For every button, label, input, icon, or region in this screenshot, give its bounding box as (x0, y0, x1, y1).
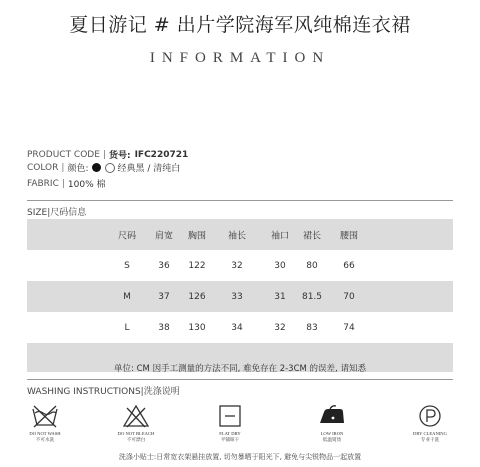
product-code-label-cn: 货号: (108, 151, 131, 161)
care-caption (106, 431, 166, 442)
page-title: 夏日游记 # 出片学院海军风纯棉连衣裙 (69, 14, 411, 36)
color-options: 经典黑 / 清纯白 (117, 164, 181, 174)
size-section-header (27, 200, 453, 218)
table-row (27, 281, 453, 312)
table-row (27, 312, 453, 343)
table-cell: L (124, 322, 130, 333)
low-iron-icon (316, 403, 348, 429)
table-cell: S (124, 260, 130, 271)
table-cell: 36 (158, 260, 170, 271)
table-cell: 37 (158, 291, 170, 302)
table-cell: 32 (274, 322, 286, 333)
header-cell: 尺码 (117, 231, 137, 241)
divider: | (47, 208, 51, 218)
header-cell: 胸围 (187, 231, 207, 241)
care-caption-en: FLAT DRY (219, 431, 241, 436)
table-row (27, 250, 453, 281)
care-caption-cn: 不可水洗 (35, 436, 55, 442)
color-line (27, 161, 180, 174)
white-swatch-icon (105, 163, 115, 173)
care-caption (400, 431, 460, 442)
table-cell: 130 (188, 322, 206, 333)
header-cell: 裙长 (302, 231, 322, 241)
table-cell: 33 (231, 291, 243, 302)
black-swatch-icon (92, 163, 101, 172)
table-cell: 126 (188, 291, 206, 302)
washing-title-cn: 洗涤说明 (143, 387, 180, 397)
care-caption-en: LOW IRON (320, 431, 344, 436)
color-label-cn: 颜色: (67, 164, 89, 174)
care-caption (302, 431, 362, 442)
fabric-line (27, 177, 106, 190)
page-subtitle: INFORMATION (149, 50, 331, 66)
care-caption-cn: 平铺晾干 (220, 436, 240, 442)
header-cell: 腰围 (339, 231, 359, 241)
table-cell: 66 (343, 260, 355, 271)
care-caption-en: DRY CLEANING (413, 431, 447, 436)
care-caption (15, 431, 75, 442)
care-caption-cn: 不可漂白 (126, 436, 146, 442)
product-code-line (27, 148, 188, 161)
dry-cleaning-icon (415, 403, 445, 429)
care-item-do-not-bleach (106, 403, 166, 442)
color-label: COLOR (27, 162, 59, 173)
washing-section-header (27, 379, 453, 397)
table-cell: 38 (158, 322, 170, 333)
table-cell: 32 (231, 260, 243, 271)
do-not-bleach-icon (121, 403, 151, 429)
product-code-value: IFC220721 (134, 149, 189, 160)
care-item-low-iron (302, 403, 362, 442)
table-cell: M (123, 291, 131, 302)
table-cell: 30 (274, 260, 286, 271)
header-cell: 肩宽 (154, 231, 174, 241)
care-item-flat-dry (200, 403, 260, 442)
care-item-do-not-wash (15, 403, 75, 442)
washing-tip: 洗涤小贴士:日常宽衣架悬挂放置, 切勿暴晒于阳光下, 避免与尖锐物品一起放置 (118, 453, 362, 461)
size-section-title-cn: 尺码信息 (50, 208, 87, 218)
washing-title: WASHING INSTRUCTIONS (27, 387, 141, 397)
care-caption-en: DO NOT WASH (29, 431, 61, 436)
size-note: 单位: CM 因手工测量的方法不同, 难免存在 2-3CM 的误差, 请知悉 (114, 364, 366, 374)
care-caption-cn: 专业干洗 (420, 436, 440, 442)
table-cell: 74 (343, 322, 355, 333)
care-caption (200, 431, 260, 442)
table-cell: 80 (306, 260, 318, 271)
care-caption-cn: 低温熨烫 (322, 436, 342, 442)
size-section-title: SIZE (27, 208, 48, 218)
divider: | (102, 149, 106, 160)
divider: | (61, 178, 65, 189)
do-not-wash-icon (30, 403, 60, 429)
fabric-value: 100% 棉 (67, 180, 106, 190)
size-table (27, 219, 453, 372)
table-cell: 31 (274, 291, 286, 302)
divider: | (61, 162, 65, 173)
table-cell: 34 (231, 322, 243, 333)
care-caption-en: DO NOT BLEACH (117, 431, 155, 436)
table-cell: 122 (188, 260, 206, 271)
table-cell: 70 (343, 291, 355, 302)
care-item-dry-cleaning (400, 403, 460, 442)
product-code-label: PRODUCT CODE (27, 149, 100, 160)
flat-dry-icon (215, 403, 245, 429)
table-cell: 81.5 (301, 291, 323, 302)
divider: | (140, 387, 144, 397)
table-header-row (27, 219, 453, 250)
header-cell: 袖口 (270, 231, 290, 241)
header-cell: 袖长 (227, 231, 247, 241)
table-cell: 83 (306, 322, 318, 333)
fabric-label: FABRIC (27, 178, 59, 189)
